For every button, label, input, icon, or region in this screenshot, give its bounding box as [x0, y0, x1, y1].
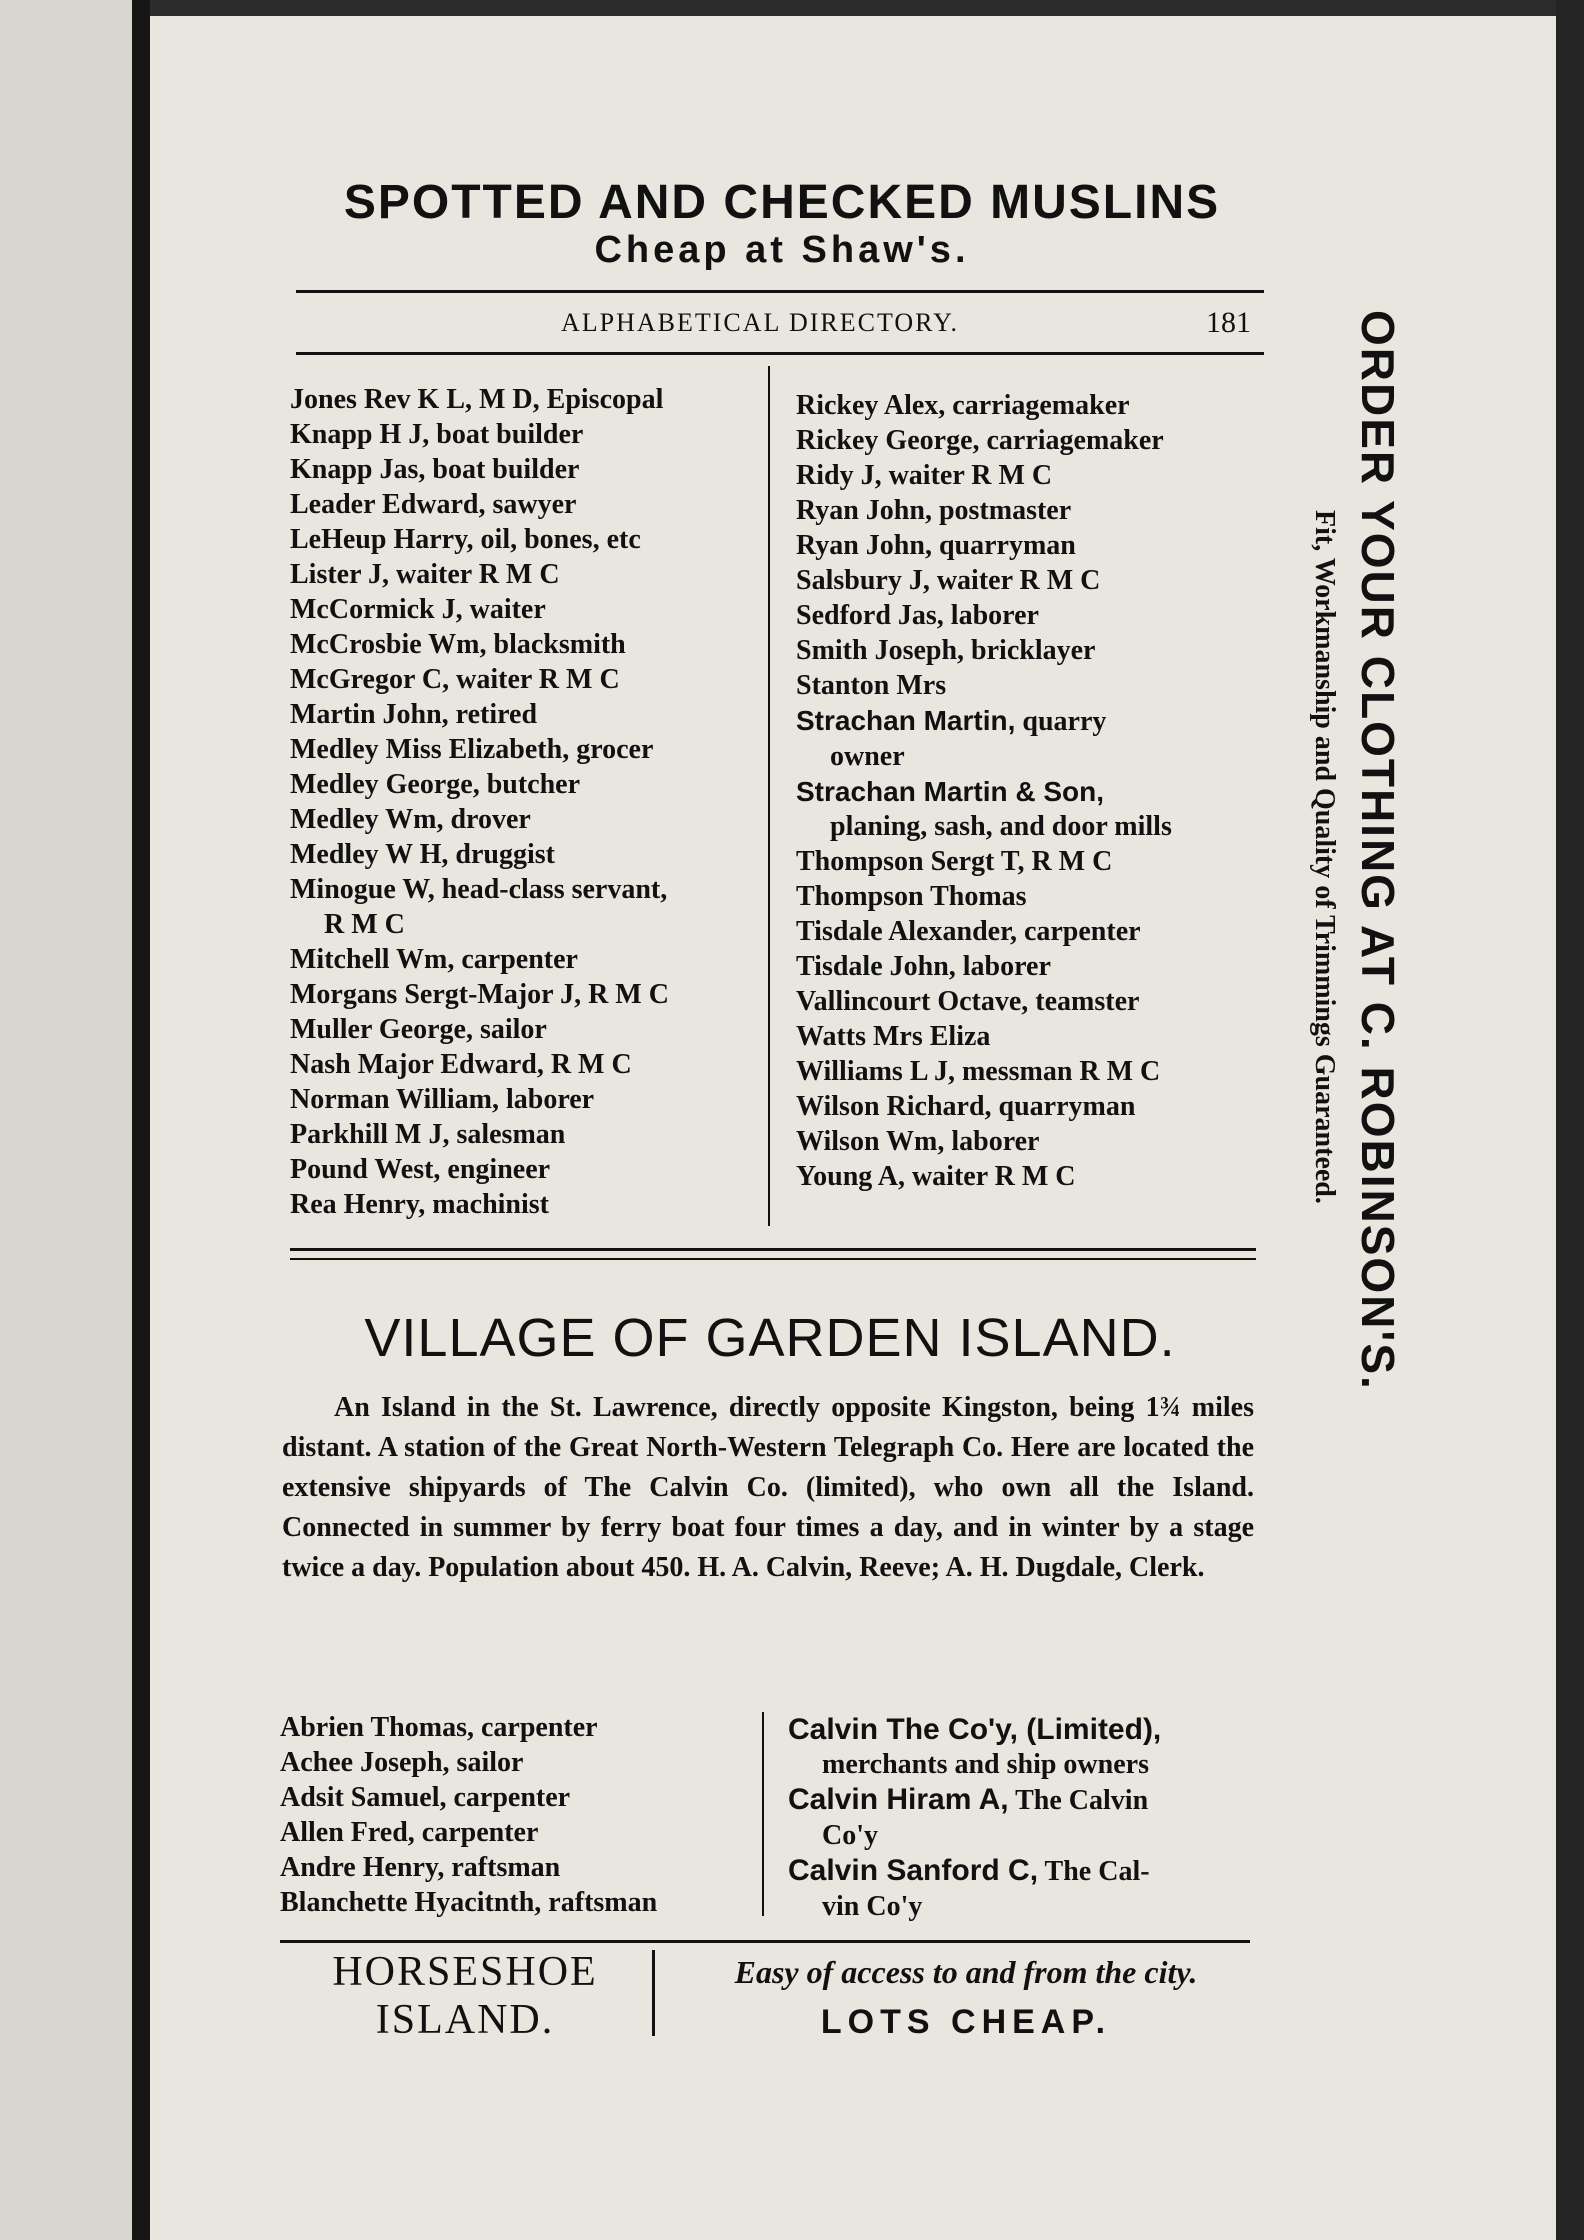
- page-number: 181: [1206, 306, 1251, 339]
- footer-rule: [280, 1940, 1250, 1943]
- directory-right-column: [796, 388, 1266, 1194]
- left-margin: [0, 0, 132, 2240]
- directory-entry: Tisdale Alexander, carpenter: [796, 916, 1141, 947]
- right-edge-shadow: [1556, 0, 1584, 2240]
- directory-entry: Rickey George, carriagemaker: [796, 425, 1164, 456]
- binding-shadow: [132, 0, 150, 2240]
- directory-entry-continuation: owner: [830, 741, 905, 772]
- directory-entry: Allen Fred, carpenter: [280, 1817, 539, 1848]
- running-head: ALPHABETICAL DIRECTORY.: [561, 308, 959, 337]
- directory-entry: Young A, waiter R M C: [796, 1161, 1076, 1192]
- directory-entry: Minogue W, head-class servant,: [290, 874, 668, 905]
- directory-entry: Norman William, laborer: [290, 1084, 595, 1115]
- directory-entry: Pound West, engineer: [290, 1154, 551, 1185]
- directory-entry: LeHeup Harry, oil, bones, etc: [290, 524, 641, 555]
- directory-entry: Leader Edward, sawyer: [290, 489, 577, 520]
- directory-entry: Medley George, butcher: [290, 769, 581, 800]
- header-top-rule: [296, 290, 1264, 293]
- directory-entry: Salsbury J, waiter R M C: [796, 565, 1101, 596]
- directory-entry: Thompson Thomas: [796, 881, 1027, 912]
- footer-ad-title-line1: HORSESHOE: [332, 1949, 598, 1995]
- directory-entry: Rickey Alex, carriagemaker: [796, 390, 1130, 421]
- directory-entry-continuation: planing, sash, and door mills: [830, 811, 1172, 842]
- directory-entry: Medley Wm, drover: [290, 804, 531, 835]
- directory-entry: Nash Major Edward, R M C: [290, 1049, 632, 1080]
- column-divider-top: [768, 366, 770, 1226]
- directory-entry: Morgans Sergt-Major J, R M C: [290, 979, 669, 1010]
- bold-name: Calvin Hiram A,: [788, 1783, 1009, 1816]
- directory-entry: Tisdale John, laborer: [796, 951, 1051, 982]
- directory-entry: Muller George, sailor: [290, 1014, 547, 1045]
- directory-entry: Sedford Jas, laborer: [796, 600, 1039, 631]
- section-rule-thick: [290, 1248, 1256, 1251]
- directory-entry: Blanchette Hyacitnth, raftsman: [280, 1887, 658, 1918]
- directory-entry-bold: Strachan Martin & Son,: [796, 776, 1105, 807]
- directory-entry: Vallincourt Octave, teamster: [796, 986, 1140, 1017]
- directory-entry: Ryan John, postmaster: [796, 495, 1072, 526]
- directory-entry-bold: [796, 703, 1266, 739]
- banner-subtitle: Cheap at Shaw's.: [594, 229, 970, 271]
- directory-entry: Thompson Sergt T, R M C: [796, 846, 1113, 877]
- footer-ad-tagline: Easy of access to and from the city.: [734, 1954, 1198, 1990]
- directory-entry: Smith Joseph, bricklayer: [796, 635, 1096, 666]
- directory-entry: Jones Rev K L, M D, Episcopal: [290, 384, 664, 415]
- directory-entry: Williams L J, messman R M C: [796, 1056, 1161, 1087]
- banner-title: SPOTTED AND CHECKED MUSLINS: [343, 176, 1221, 229]
- directory-entry-continuation: merchants and ship owners: [822, 1749, 1149, 1780]
- directory-entry: Andre Henry, raftsman: [280, 1852, 561, 1883]
- section-rule-thin: [290, 1258, 1256, 1260]
- side-ad-main: ORDER YOUR CLOTHING AT C. ROBINSON'S.: [1352, 310, 1404, 1391]
- top-edge-shadow: [150, 0, 1556, 16]
- directory-entry: Achee Joseph, sailor: [280, 1747, 524, 1778]
- directory-entry-bold: [788, 1853, 1268, 1889]
- directory-entry-continuation: Co'y: [822, 1820, 878, 1851]
- column-divider-bottom: [762, 1712, 764, 1916]
- directory-entry-bold: Calvin The Co'y, (Limited),: [788, 1713, 1162, 1746]
- footer-ad-title: [280, 1948, 650, 2044]
- side-advertisement: [1309, 310, 1410, 1870]
- village-heading: VILLAGE OF GARDEN ISLAND.: [364, 1308, 1176, 1368]
- directory-left-column: [290, 382, 760, 1222]
- directory-entry: Lister J, waiter R M C: [290, 559, 560, 590]
- entry-rest: The Calvin: [1008, 1785, 1149, 1816]
- header-bottom-rule: [296, 352, 1264, 355]
- directory-entry: Knapp Jas, boat builder: [290, 454, 580, 485]
- directory-entry: Ryan John, quarryman: [796, 530, 1076, 561]
- directory-entry: Wilson Wm, laborer: [796, 1126, 1040, 1157]
- entry-rest: The Cal-: [1038, 1856, 1150, 1887]
- directory-entry: Stanton Mrs: [796, 670, 947, 701]
- directory-entry: Wilson Richard, quarryman: [796, 1091, 1136, 1122]
- footer-ad-cheap: LOTS CHEAP.: [820, 2003, 1112, 2041]
- directory-entry: Martin John, retired: [290, 699, 538, 730]
- directory-entry: Medley Miss Elizabeth, grocer: [290, 734, 654, 765]
- directory-entry: McCormick J, waiter: [290, 594, 546, 625]
- directory-entry-bold: [788, 1782, 1268, 1818]
- bold-name: Strachan Martin,: [796, 705, 1016, 736]
- directory-entry: Mitchell Wm, carpenter: [290, 944, 578, 975]
- directory-entry: Rea Henry, machinist: [290, 1189, 549, 1220]
- directory-entry: Medley W H, druggist: [290, 839, 555, 870]
- directory-entry-continuation: R M C: [324, 909, 405, 940]
- directory-entry: Ridy J, waiter R M C: [796, 460, 1053, 491]
- side-ad-sub: Fit, Workmanship and Quality of Trimmings Guaranteed.: [1309, 510, 1340, 1204]
- footer-divider: [652, 1950, 655, 2036]
- directory-entry: McCrosbie Wm, blacksmith: [290, 629, 626, 660]
- footer-ad-title-line2: ISLAND.: [375, 1997, 555, 2043]
- entry-rest: quarry: [1015, 706, 1107, 737]
- directory-entry: McGregor C, waiter R M C: [290, 664, 620, 695]
- directory-entry: Adsit Samuel, carpenter: [280, 1782, 571, 1813]
- directory-entry: Abrien Thomas, carpenter: [280, 1712, 598, 1743]
- directory-entry: Watts Mrs Eliza: [796, 1021, 991, 1052]
- directory-entry-continuation: vin Co'y: [822, 1891, 923, 1922]
- directory-entry: Parkhill M J, salesman: [290, 1119, 566, 1150]
- bold-name: Calvin Sanford C,: [788, 1854, 1039, 1887]
- garden-right-column: [788, 1712, 1268, 1924]
- village-description: An Island in the St. Lawrence, directly opposite Kingston, being 1¾ miles distant. A station of the Great North-Western Telegraph Co. Here are located the extensive shipyards of The Calvin Co. (limited), who own all the Island. Connected in summer by ferry boat four times a day, and in winter by a stage twice a day. Population about 450. H. A. Calvin, Reeve; A. H. Dugdale, Clerk.: [282, 1392, 1254, 1583]
- garden-left-column: [280, 1710, 750, 1920]
- directory-entry: Knapp H J, boat builder: [290, 419, 584, 450]
